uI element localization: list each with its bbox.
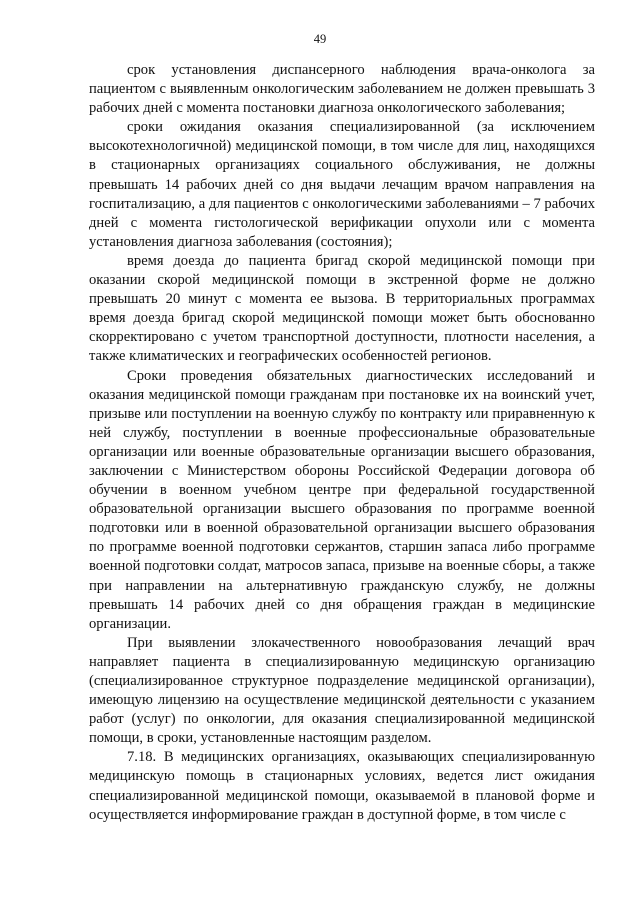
page-number: 49 <box>313 32 327 46</box>
paragraph-malignancy-referral: При выявлении злокачественного новообразования лечащий врач направляет пациента в специализированную медицинскую организацию (специализированное структурное подразделение медицинской организации), имеющую лицензию на осуществление медицинской деятельности с указанием работ (услуг) по онкологии, для оказания специализированной медицинской помощи, в сроки, установленные настоящим разделом. <box>89 634 595 747</box>
paragraph-oncologist-observation-term: срок установления диспансерного наблюдения врача-онколога за пациентом с выявленным онкологическим заболеванием не должен превышать 3 рабочих дней с момента постановки диагноза онкологического заболевания; <box>89 62 595 117</box>
document-body <box>89 61 595 825</box>
paragraph-specialized-care-wait-time: сроки ожидания оказания специализированной (за исключением высокотехнологичной) медицинской помощи, в том числе для лиц, находящихся в стационарных организациях социального обслуживания, не должны превышать 14 рабочих дней со дня выдачи лечащим врачом направления на госпитализацию, а для пациентов с онкологическими заболеваниями – 7 рабочих дней с момента гистологической верификации опухоли или с момента установления диагноза заболевания (состояния); <box>89 119 595 250</box>
paragraph-section-7-18-waiting-list: 7.18. В медицинских организациях, оказывающих специализированную медицинскую помощь в стационарных условиях, ведется лист ожидания специализированной медицинской помощи, оказываемой в плановой форме и осуществляется информирование граждан в доступной форме, в том числе с <box>89 749 595 823</box>
paragraph-military-registration-exams: Сроки проведения обязательных диагностических исследований и оказания медицинской помощи гражданам при постановке их на воинский учет, призыве или поступлении на военную службу по контракту или приравненную к ней службу, поступлении в военные профессиональные образовательные организации или военные образовательные организации высшего образования, заключении с Министерством обороны Российской Федерации договора об обучении в военном учебном центре при федеральной государственной образовательной организации высшего образования по программе военной подготовки или в военной образовательной организации высшего образования по программе военной подготовки сержантов, старшин запаса либо программе военной подготовки солдат, матросов запаса, призыве на военные сборы, а также при направлении на альтернативную гражданскую службу, не должны превышать 14 рабочих дней со дня обращения граждан в медицинские организации. <box>89 367 595 632</box>
paragraph-ambulance-arrival-time: время доезда до пациента бригад скорой медицинской помощи при оказании скорой медицинской помощи в экстренной форме не должно превышать 20 минут с момента ее вызова. В территориальных программах время доезда бригад скорой медицинской помощи может быть обоснованно скорректировано с учетом транспортной доступности, плотности населения, а также климатических и географических особенностей регионов. <box>89 252 595 365</box>
